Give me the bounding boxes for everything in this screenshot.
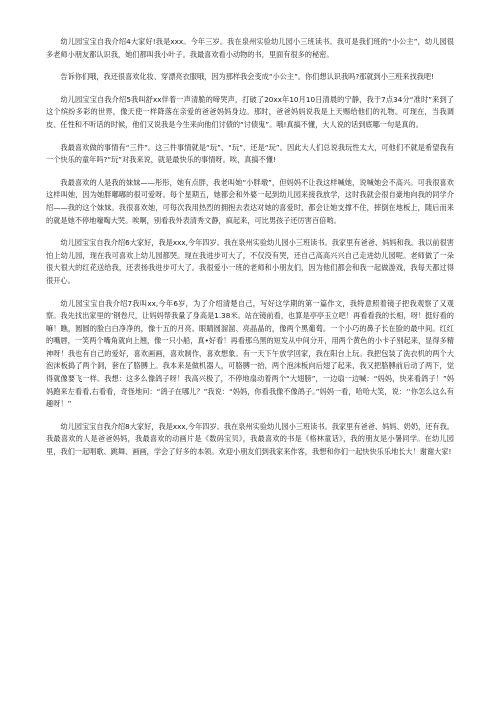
intro-paragraph-4-closing: 告诉你们哦，我还很喜欢化妆、穿漂亮衣服哦，因为那样我会变成“小公主”。你们想认识我吗?那就到小三班来找我吧! — [60, 72, 434, 82]
intro-paragraph-6: 幼儿园宝宝自我介绍6大家好，我是xxx,今年四岁。我在泉州实验幼儿园小三班读书。我家里有爸爸、妈妈和我。我以前很害怕上幼儿园，现在我可喜欢上幼儿园都哭。现在我进步可大了，不仅没有哭，还自己高高兴兴自己走进幼儿园呢。老师做了一朵很大很大的红花送给我，还表扬我进步可大了。我很爱小一班的老师和小朋友们，因为他们都会和我一起做游戏，我每天都过得很开心。 — [46, 238, 454, 285]
intro-paragraph-5-hobbies: 我最喜欢做的事情有“三件”。这三件事情就是“玩”、“玩”、还是“玩”。因此大人们总说我玩性太大，可他们不就是希望我有一个快乐的童年吗?“玩”对我来说，就是最快乐的事情呀。唉，真搞不懂! — [46, 142, 454, 165]
intro-paragraph-4: 幼儿园宝宝自我介绍4大家好!我是xxx。今年三岁。我在泉州实验幼儿园小三班读书。我可是我们班的“小公主”，幼儿园很多老师小朋友都认识我，她们都叫我小叶子。我最喜欢看小动物的书，里面有很多的秘密。 — [46, 37, 454, 59]
intro-paragraph-7: 幼儿园宝宝自我介绍7我叫xx,今年6岁，为了介绍清楚自己，写好这学期的第一篇作文，我特意照着镜子把我观察了又观察。我先找出家里的’钢卷尺，让妈妈帮我量了身高是1.38米。站在镜前看，也算是亭亭玉立吧！再看看我的长相，呀！挺好看的嘛！瞧，圆圆的脸白白净净的，像十五的月亮。眼睛圆溜溜、亮晶晶的，像两个黑葡萄。一个小巧的鼻子长在脸的最中间。红红的嘴唇，一笑两个嘴角就向上翘，像一只小船，真•好看！再看那乌黑的短发从中间分开，用两个黄色的小卡子别起来，显得多精神呀！我也有自己的爱好，喜欢画画，喜欢制作，喜欢想象。有一天下午放学回家，我在阳台上玩。我把包装了洗衣机的两个大泡沫板捣了两个洞，套在了胳膊上。我本来是做机器人，可胳膊一抬，两个泡沫板向后翅了起来，我又把胳膊前后动了两下，觉得就像要飞一样。我想：这多么像鸽子呀！我高兴极了，不停地扇动着两个“大翅膀”，一边扇一边喊：“妈妈，快来看鸽子！”妈妈跑来左看看,右看看，奇怪地问：“鸽子在哪儿？”我说：“妈妈，你看我像不像鸽子。”妈妈一看，哈哈大笑，说：‘‘你怎么这么有趣呀！” — [46, 298, 454, 409]
document-page — [46, 36, 454, 469]
intro-paragraph-5: 幼儿园宝宝自我介绍5我叫舒xx伴着一声清脆的啼哭声，打破了20xx年10月10日清晨的宁静，我于7点34分“准时”来到了这个缤纷多彩的世界，像天使一样降落在亲爱的爸爸妈妈身边。那时，爸爸妈妈说我是上天赐给他们的礼物。可现在，当我调皮、任性和不听话的时候，他们又说我是今生来向他们讨债的“讨债鬼”。哦!真搞不懂，大人说的话到底哪一句是真的。 — [46, 94, 454, 129]
intro-paragraph-5-sister: 我最喜欢的人是我的妹妹——彤彤，她有点胖，我老叫她“小胖墩”，但妈妈不让我这样喊她，说喊她会不高兴。可我很喜欢这样叫她，因为她胖嘟嘟的很可爱呀。每个星期五，她都会和外婆一起到幼儿园来接我放学，这时我就会很自豪地向我的同学介绍——我的这个妹妹。我很喜欢她，可每次我用热烈的拥抱去表达对她的喜爱时，都会让她支撑不住，摔倒在地板上，随后而来的就是她不停地嚎啕大哭。唉啊，别看我外表清秀文静，疯起来，可比男孩子还厉害百倍哟。 — [46, 177, 454, 225]
intro-paragraph-8: 幼儿园宝宝自我介绍8大家好，我是xxx,今年四岁。我在泉州实验幼儿园小三班读书。我家里有爸爸、妈妈、奶奶，还有我。我最喜欢的人是爸爸妈妈，我最喜欢的动画片是《数码宝贝》，我最喜欢的书是《格林童话》，我的朋友是小暑同学。在幼儿园里，我们一起唱歌、跳舞、画画，学会了好多的本领。欢迎小朋友们到我家来作客，我想和你们一起快快乐乐地长大！谢谢大家! — [46, 421, 454, 457]
